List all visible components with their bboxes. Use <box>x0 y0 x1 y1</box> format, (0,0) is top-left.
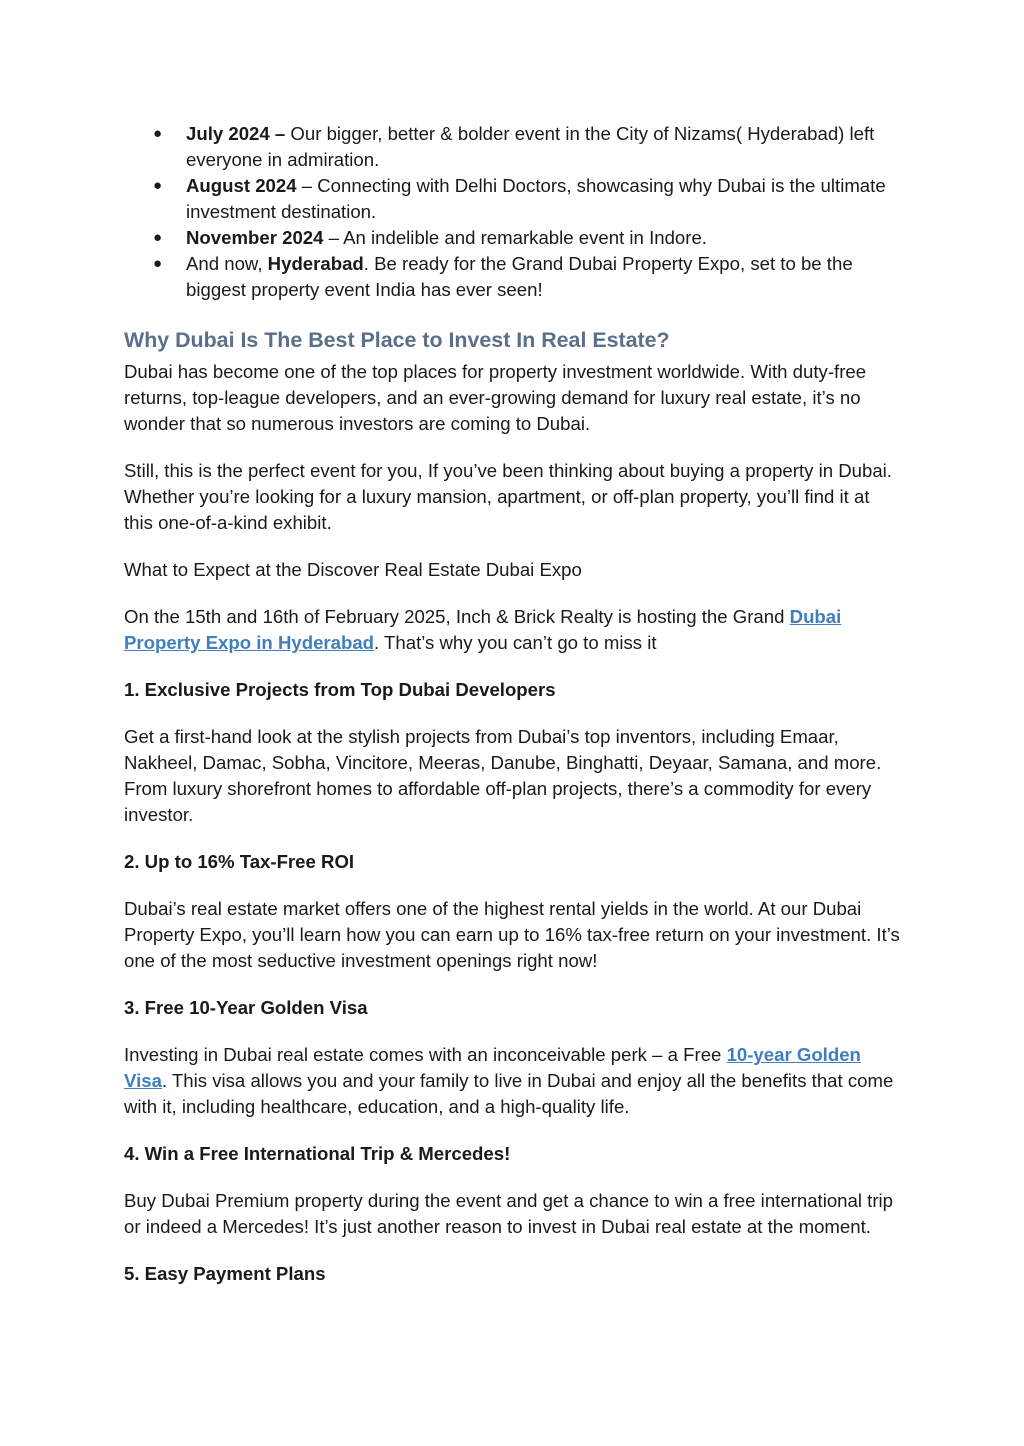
expo-paragraph <box>124 604 900 656</box>
event-text: – Connecting with Delhi Doctors, showcasing why Dubai is the ultimate investment destination. <box>186 175 886 222</box>
event-date: July 2024 – <box>186 123 286 144</box>
subheading-4: 4. Win a Free International Trip & Mercedes! <box>124 1143 511 1164</box>
document-content <box>124 121 900 1308</box>
list-item <box>124 251 900 303</box>
section-1-body: Get a first-hand look at the stylish projects from Dubai’s top inventors, including Emaar, Nakheel, Damac, Sobha, Vincitore, Meeras, Danube, Binghatti, Deyaar, Samana, and more. From luxury shorefront homes to affordable off-plan projects, there’s a commodity for every investor. <box>124 726 882 825</box>
list-item <box>124 173 900 225</box>
visa-text-before: Investing in Dubai real estate comes with an inconceivable perk – a Free <box>124 1044 727 1065</box>
expo-text-before: On the 15th and 16th of February 2025, Inch & Brick Realty is hosting the Grand <box>124 606 790 627</box>
bullet-icon: ● <box>153 229 163 246</box>
subheading-2: 2. Up to 16% Tax-Free ROI <box>124 851 355 872</box>
expo-link[interactable]: Dubai Property Expo in Hyderabad <box>124 606 842 653</box>
bullet-icon: ● <box>153 255 163 272</box>
section-2-body: Dubai’s real estate market offers one of the highest rental yields in the world. At our Dubai Property Expo, you’ll learn how you can earn up to 16% tax-free return on your investment. It’s one of the most seductive investment openings right now! <box>124 898 900 971</box>
golden-visa-link[interactable]: 10-year Golden Visa <box>124 1044 861 1091</box>
bullet-icon: ● <box>153 125 163 142</box>
expo-text-after: . That’s why you can’t go to miss it <box>374 632 657 653</box>
subheading-5: 5. Easy Payment Plans <box>124 1263 326 1284</box>
intro-paragraph-2: Still, this is the perfect event for you, If you’ve been thinking about buying a property in Dubai. Whether you’re looking for a luxury mansion, apartment, or off-plan property, you’ll find it at this one-of-a-kind exhibit. <box>124 460 892 533</box>
bullet-icon: ● <box>153 177 163 194</box>
list-item <box>124 121 900 173</box>
event-date: Hyderabad <box>267 253 364 274</box>
section-4-body: Buy Dubai Premium property during the event and get a chance to win a free international trip or indeed a Mercedes! It’s just another reason to invest in Dubai real estate at the moment. <box>124 1190 893 1237</box>
event-date: November 2024 <box>186 227 324 248</box>
event-text: . Be ready for the Grand Dubai Property Expo, set to be the biggest property event India has ever seen! <box>186 253 853 300</box>
section-3-body <box>124 1042 900 1120</box>
subheading-1: 1. Exclusive Projects from Top Dubai Developers <box>124 679 556 700</box>
event-text: – An indelible and remarkable event in Indore. <box>323 227 707 248</box>
visa-text-after: . This visa allows you and your family to live in Dubai and enjoy all the benefits that come with it, including healthcare, education, and a high-quality life. <box>124 1070 894 1117</box>
event-text: Our bigger, better & bolder event in the City of Nizams( Hyderabad) left everyone in admiration. <box>186 123 875 170</box>
subheading-3: 3. Free 10-Year Golden Visa <box>124 997 368 1018</box>
list-item <box>124 225 900 251</box>
event-date: August 2024 <box>186 175 297 196</box>
intro-paragraph-1: Dubai has become one of the top places for property investment worldwide. With duty-free returns, top-league developers, and an ever-growing demand for luxury real estate, it’s no wonder that so numerous investors are coming to Dubai. <box>124 361 867 434</box>
events-list <box>124 121 900 303</box>
expect-line: What to Expect at the Discover Real Estate Dubai Expo <box>124 559 582 580</box>
event-prefix: And now, <box>186 253 268 274</box>
section-heading: Why Dubai Is The Best Place to Invest In Real Estate? <box>124 328 670 352</box>
